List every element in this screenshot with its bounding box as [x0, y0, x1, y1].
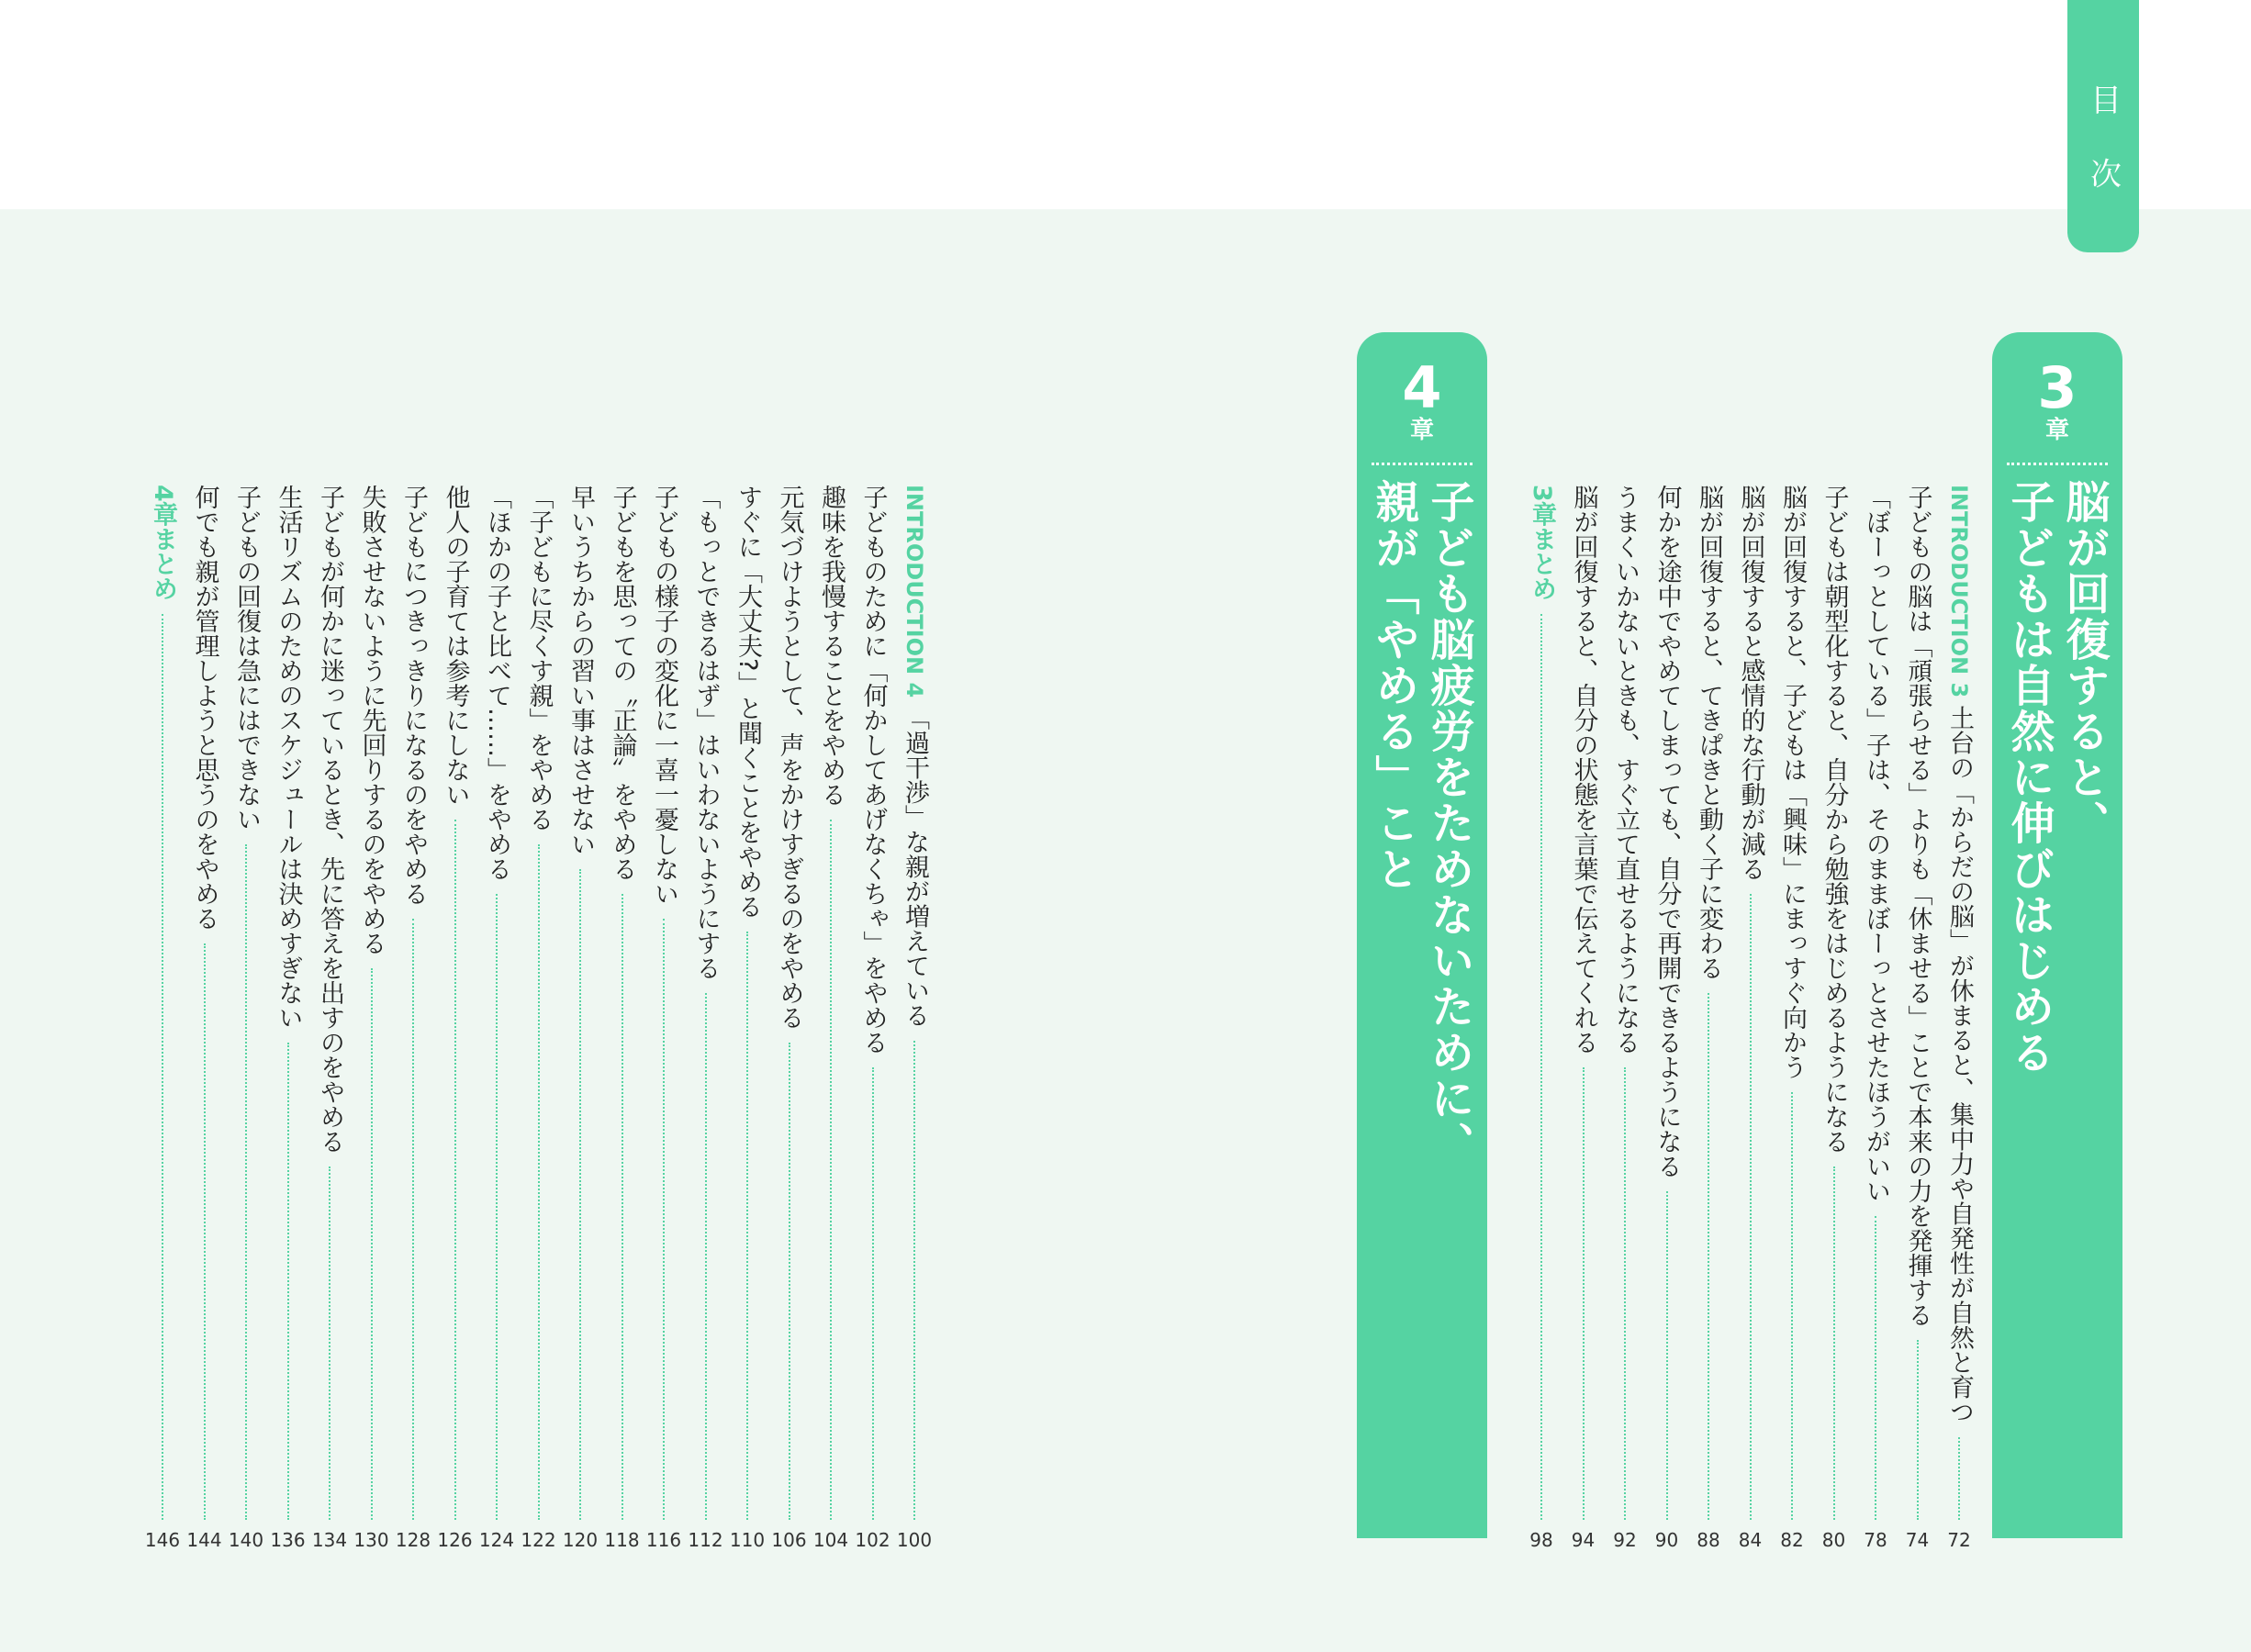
toc-entry-text	[483, 485, 510, 881]
toc-entry-label: 3章まとめ	[1528, 485, 1556, 601]
dotted-leader	[371, 968, 386, 1520]
chapter3-title	[2003, 479, 2111, 1516]
toc-entry-title	[232, 485, 260, 1520]
toc-page-number: 126	[437, 1529, 473, 1551]
toc-entry-title	[399, 485, 427, 1520]
toc-entry-label: 子どもの回復は急にはできない	[232, 485, 261, 832]
toc-entry-label: 子どもの脳は「頑張らせる」よりも「休ませる」ことで本来の力を発揮する	[1903, 485, 1932, 1327]
toc-entry-label: 生活リズムのためのスケジュールは決めすぎない	[274, 485, 303, 1030]
toc-page-number: 116	[645, 1529, 682, 1551]
dotted-leader	[1624, 1067, 1639, 1520]
toc-entry-title	[525, 485, 553, 1520]
toc-entry-text	[609, 485, 636, 881]
dotted-leader	[830, 820, 845, 1520]
toc-entry-text	[1570, 485, 1597, 1055]
toc-entry[interactable]	[1945, 485, 1973, 1551]
toc-page-number: 98	[1529, 1529, 1553, 1551]
dotted-leader	[1708, 993, 1722, 1520]
chapter4-header	[1357, 332, 1487, 1538]
toc-page-number: 130	[353, 1529, 389, 1551]
toc-entry-title	[1737, 485, 1764, 1520]
toc-page-number: 92	[1613, 1529, 1637, 1551]
toc-page-number: 84	[1738, 1529, 1763, 1551]
dotted-leader	[412, 919, 427, 1520]
toc-entry-label: 4章まとめ	[149, 485, 177, 601]
toc-entry-label: 子どものために「何かしてあげなくちゃ」をやめる	[858, 485, 888, 1055]
toc-entry-text	[650, 485, 678, 906]
chapter3-divider	[2007, 463, 2108, 465]
toc-entry-label: 「ぼーっとしている」子は、そのままぼーっとさせたほうがいい	[1862, 485, 1890, 1203]
toc-entry[interactable]	[771, 485, 807, 1551]
toc-entry-text	[149, 485, 176, 601]
dotted-leader	[538, 844, 553, 1520]
toc-entry-title	[316, 485, 343, 1520]
toc-entry-title	[1778, 485, 1806, 1520]
toc-page-number: 100	[896, 1529, 933, 1551]
toc-entry-text	[1695, 485, 1722, 980]
toc-page-number: 82	[1780, 1529, 1804, 1551]
toc-entry[interactable]	[645, 485, 682, 1551]
toc-entry-title	[566, 485, 594, 1520]
toc-entry[interactable]	[1904, 485, 1932, 1551]
dotted-leader	[1666, 1191, 1681, 1520]
toc-page-number: 88	[1697, 1529, 1720, 1551]
dotted-leader	[913, 1041, 928, 1520]
dotted-leader	[245, 844, 260, 1520]
toc-entry[interactable]	[521, 485, 556, 1551]
toc-entry-title	[1945, 485, 1973, 1520]
toc-entry-text	[1778, 485, 1806, 1079]
toc-entry-title	[1528, 485, 1555, 1520]
chapter3-label: 章	[2044, 417, 2069, 444]
dotted-leader	[1958, 1437, 1973, 1520]
toc-entry-title	[776, 485, 803, 1520]
toc-page-number: 140	[228, 1529, 264, 1551]
toc-page-number: 104	[812, 1529, 849, 1551]
introduction-label: INTRODUCTION 3	[1946, 485, 1972, 698]
toc-entry-title	[1820, 485, 1848, 1520]
toc-entry[interactable]	[437, 485, 473, 1551]
toc-entry-title	[1862, 485, 1889, 1520]
toc-entry-text	[399, 485, 427, 906]
dotted-leader	[1917, 1340, 1932, 1520]
toc-entry-label: 脳が回復すると感情的な行動が減る	[1736, 485, 1765, 881]
toc-entry-label: うまくいかないときも、すぐ立て直せるようになる	[1611, 485, 1640, 1055]
toc-page-number: 118	[604, 1529, 640, 1551]
toc-entry[interactable]	[812, 485, 849, 1551]
toc-entry-label: 何でも親が管理しようと思うのをやめる	[190, 485, 219, 931]
toc-page-number: 78	[1864, 1529, 1887, 1551]
chapter4-title-line: 子ども脳疲労をためないために、	[1423, 479, 1474, 1167]
toc-entry-text	[1862, 485, 1889, 1203]
toc-entry-label: 「過干渉」な親が増えている	[901, 698, 929, 1028]
dotted-leader	[579, 869, 594, 1520]
toc-entry-text	[817, 485, 845, 807]
toc-entry[interactable]	[604, 485, 640, 1551]
toc-entry-label: 「ほかの子と比べて……」をやめる	[483, 485, 511, 881]
dotted-leader	[1583, 1067, 1597, 1520]
dotted-leader	[1833, 1166, 1848, 1520]
toc-entry-text	[358, 485, 386, 955]
toc-entry-title	[1653, 485, 1681, 1520]
toc-entry-label: 他人の子育ては参考にしない	[441, 485, 470, 807]
toc-page-number: 90	[1654, 1529, 1679, 1551]
dotted-leader	[1875, 1216, 1889, 1520]
chapter3-header	[1992, 332, 2122, 1538]
dotted-leader	[329, 1166, 343, 1520]
dotted-leader	[454, 820, 469, 1520]
toc-entry-label: すぐに「大丈夫?」と聞くことをやめる	[734, 485, 762, 920]
toc-page-number: 106	[771, 1529, 807, 1551]
toc-entry-text	[442, 485, 469, 807]
toc-page-number: 146	[144, 1529, 181, 1551]
toc-page-number: 94	[1571, 1529, 1596, 1551]
toc-entry-text	[776, 485, 803, 1030]
toc-entry[interactable]	[1737, 485, 1764, 1551]
toc-entry-text	[1820, 485, 1848, 1154]
dotted-leader	[746, 932, 761, 1520]
toc-entry[interactable]	[855, 485, 890, 1551]
toc-page-number: 144	[186, 1529, 222, 1551]
dotted-leader	[162, 614, 176, 1520]
toc-page-number: 80	[1821, 1529, 1846, 1551]
toc-entry[interactable]	[478, 485, 515, 1551]
toc-entry-text	[316, 485, 343, 1154]
toc-entry-text	[232, 485, 260, 832]
toc-entry-title	[1695, 485, 1722, 1520]
toc-entry-label: 子どもが何かに迷っているとき、先に答えを出すのをやめる	[316, 485, 344, 1154]
toc-entry-title	[274, 485, 302, 1520]
dotted-leader	[705, 993, 720, 1520]
toc-entry-text	[1904, 485, 1932, 1327]
toc-entry-label: 元気づけようとして、声をかけすぎるのをやめる	[775, 485, 804, 1030]
toc-page-number: 134	[311, 1529, 348, 1551]
dotted-leader	[287, 1043, 302, 1520]
dotted-leader	[496, 894, 510, 1520]
dotted-leader	[789, 1043, 803, 1520]
dotted-leader	[622, 894, 636, 1520]
toc-entry[interactable]	[1778, 485, 1806, 1551]
toc-entry-text	[191, 485, 218, 931]
toc-entry-label: 「もっとできるはず」はいわないようにする	[691, 485, 721, 980]
chapter4-number: 4	[1402, 354, 1442, 421]
toc-page-number: 136	[270, 1529, 306, 1551]
introduction-label: INTRODUCTION 4	[902, 485, 927, 698]
toc-entry-text	[274, 485, 302, 1030]
toc-entry[interactable]	[1570, 485, 1597, 1551]
toc-page-number: 128	[395, 1529, 431, 1551]
chapter3-title-line: 子どもは自然に伸びはじめる	[2003, 479, 2055, 1076]
toc-entry-label: 脳が回復すると、子どもは「興味」にまっすぐ向かう	[1778, 485, 1807, 1079]
dotted-leader	[204, 943, 218, 1520]
toc-entry-title	[1611, 485, 1639, 1520]
toc-entry-label: 土台の「からだの脳」が休まると、集中力や自発性が自然と育つ	[1945, 698, 1974, 1424]
dotted-leader	[663, 919, 678, 1520]
toc-entry-title	[1904, 485, 1932, 1520]
toc-page-number: 110	[729, 1529, 766, 1551]
toc-entry[interactable]	[1820, 485, 1848, 1551]
toc-page-number: 74	[1905, 1529, 1930, 1551]
chapter4-divider	[1372, 463, 1473, 465]
toc-entry[interactable]	[1695, 485, 1722, 1551]
toc-page-number: 102	[855, 1529, 890, 1551]
dotted-leader	[872, 1067, 887, 1520]
toc-entry-text	[734, 485, 761, 919]
toc-entry-title	[609, 485, 636, 1520]
chapter4-label: 章	[1409, 417, 1434, 444]
dotted-leader	[1540, 614, 1555, 1520]
toc-entry-label: 脳が回復すると、てきぱきと動く子に変わる	[1695, 485, 1723, 980]
toc-entry-text	[692, 485, 720, 980]
toc-entry-title	[901, 485, 928, 1520]
toc-entry-text	[1528, 485, 1555, 601]
dotted-leader	[1750, 894, 1764, 1520]
toc-entry[interactable]	[1611, 485, 1639, 1551]
toc-entry-text	[1737, 485, 1764, 881]
toc-entry-label: 子どもの様子の変化に一喜一憂しない	[650, 485, 678, 906]
dotted-leader	[1791, 1092, 1806, 1520]
chapter3-title-line: 脳が回復すると、	[2058, 479, 2110, 846]
toc-entry[interactable]	[688, 485, 723, 1551]
toc-entry-title	[442, 485, 469, 1520]
toc-entry[interactable]	[270, 485, 306, 1551]
toc-entry[interactable]	[228, 485, 264, 1551]
toc-page-number: 122	[521, 1529, 556, 1551]
chapter4-title	[1368, 479, 1476, 1516]
table-of-contents-tab: 目 次	[2067, 0, 2139, 252]
toc-entry-text	[901, 485, 928, 1028]
toc-entry-text	[525, 485, 553, 832]
toc-entry-title	[692, 485, 720, 1520]
toc-entry[interactable]	[144, 485, 181, 1551]
toc-entry-title	[1570, 485, 1597, 1520]
toc-entry-text	[1653, 485, 1681, 1178]
toc-entry-label: 趣味を我慢することをやめる	[817, 485, 846, 807]
toc-entry[interactable]	[729, 485, 766, 1551]
toc-entry-title	[817, 485, 845, 1520]
toc-entry-label: 「子どもに尽くす親」をやめる	[524, 485, 554, 832]
toc-entry-text	[566, 485, 594, 856]
toc-entry-label: 何かを途中でやめてしまっても、自分で再開できるようになる	[1652, 485, 1682, 1178]
toc-entry-text	[1611, 485, 1639, 1055]
toc-entry-text	[859, 485, 887, 1055]
toc-entry[interactable]	[562, 485, 599, 1551]
toc-entry-label: 子どもにつきっきりになるのをやめる	[399, 485, 428, 906]
toc-entry-title	[358, 485, 386, 1520]
toc-page-number: 112	[688, 1529, 723, 1551]
toc-entry[interactable]	[186, 485, 222, 1551]
toc-entry[interactable]	[896, 485, 933, 1551]
toc-page-number: 120	[562, 1529, 599, 1551]
toc-entry[interactable]	[1653, 485, 1681, 1551]
toc-entry-label: 脳が回復すると、自分の状態を言葉で伝えてくれる	[1569, 485, 1598, 1055]
toc-entry-title	[734, 485, 761, 1520]
toc-entry-text	[1945, 485, 1973, 1424]
chapter4-title-line: 親が「やめる」こと	[1368, 479, 1419, 892]
toc-entry-title	[191, 485, 218, 1520]
toc-entry[interactable]	[311, 485, 348, 1551]
toc-entry[interactable]	[1528, 485, 1555, 1551]
chapter3-number: 3	[2037, 354, 2077, 421]
toc-entry-title	[149, 485, 176, 1520]
toc-entry-label: 子どもは朝型化すると、自分から勉強をはじめるようになる	[1820, 485, 1849, 1154]
toc-entry[interactable]	[395, 485, 431, 1551]
toc-entry[interactable]	[1862, 485, 1889, 1551]
toc-entry-title	[650, 485, 678, 1520]
toc-entry-title	[859, 485, 887, 1520]
toc-page-number: 124	[478, 1529, 515, 1551]
toc-entry-label: 子どもを思っての〝正論〟をやめる	[608, 485, 637, 881]
toc-page-number: 72	[1947, 1529, 1971, 1551]
toc-entry-title	[483, 485, 510, 1520]
toc-entry-label: 早いうちからの習い事はさせない	[566, 485, 595, 856]
toc-entry[interactable]	[353, 485, 389, 1551]
toc-entry-label: 失敗させないように先回りするのをやめる	[357, 485, 386, 955]
